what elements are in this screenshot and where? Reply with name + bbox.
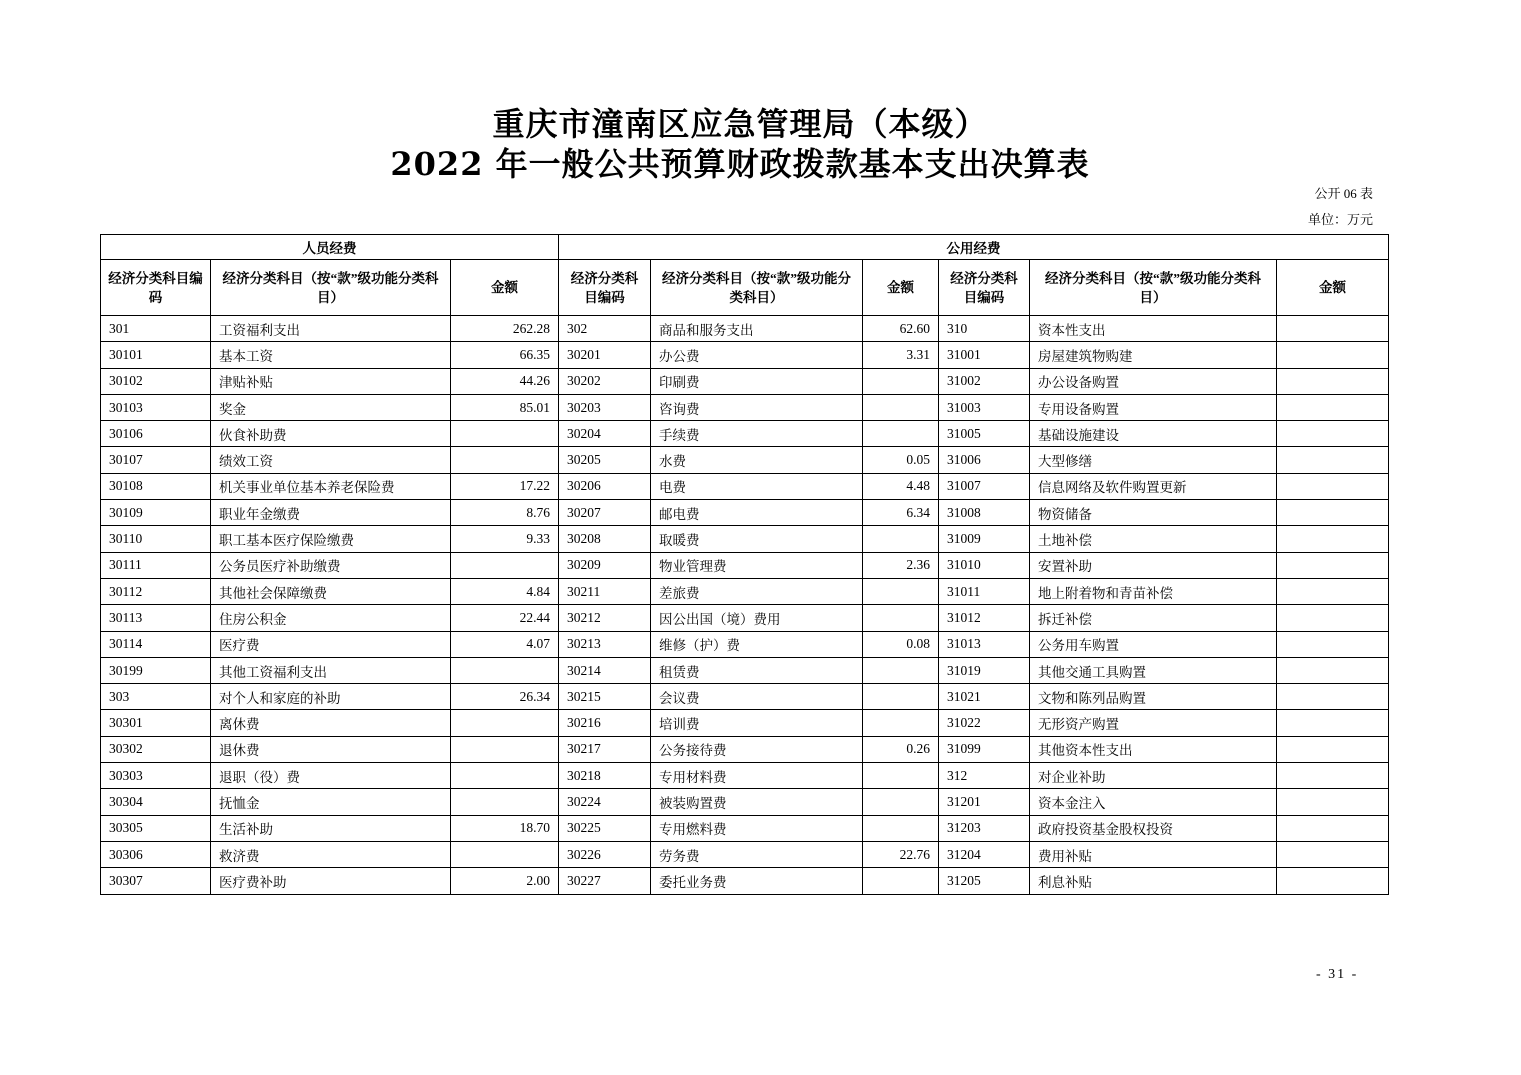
table-row (101, 868, 1389, 894)
unit-label: 单位：万元 (1307, 212, 1373, 227)
cell-code-capital: 31099 (939, 736, 1030, 762)
table-row (101, 552, 1389, 578)
cell-name-goods: 取暖费 (651, 526, 863, 552)
cell-name-personnel: 基本工资 (211, 342, 451, 368)
cell-name-personnel: 机关事业单位基本养老保险费 (211, 473, 451, 499)
cell-code-capital: 31201 (939, 789, 1030, 815)
table-row (101, 447, 1389, 473)
cell-name-capital: 政府投资基金股权投资 (1030, 815, 1277, 841)
cell-amount-goods: 0.05 (863, 447, 939, 473)
header-name-goods: 经济分类科目（按“款”级功能分类科目） (651, 260, 863, 316)
cell-code-goods: 30203 (559, 394, 651, 420)
table-row (101, 736, 1389, 762)
cell-name-personnel: 医疗费 (211, 631, 451, 657)
table-row (101, 631, 1389, 657)
table-row (101, 421, 1389, 447)
table-row (101, 684, 1389, 710)
cell-amount-capital (1277, 368, 1389, 394)
cell-name-personnel: 职业年金缴费 (211, 500, 451, 526)
cell-name-goods: 专用材料费 (651, 763, 863, 789)
cell-code-goods: 30225 (559, 815, 651, 841)
cell-amount-goods (863, 815, 939, 841)
group-header-row (101, 235, 1389, 260)
cell-code-goods: 30205 (559, 447, 651, 473)
cell-amount-goods: 6.34 (863, 500, 939, 526)
column-header-row (101, 260, 1389, 316)
cell-amount-goods: 4.48 (863, 473, 939, 499)
cell-code-goods: 30218 (559, 763, 651, 789)
cell-amount-personnel: 66.35 (451, 342, 559, 368)
cell-amount-capital (1277, 789, 1389, 815)
cell-code-capital: 31022 (939, 710, 1030, 736)
table-row (101, 473, 1389, 499)
cell-amount-capital (1277, 631, 1389, 657)
cell-amount-capital (1277, 473, 1389, 499)
table-body (101, 316, 1389, 895)
header-name-personnel: 经济分类科目（按“款”级功能分类科目） (211, 260, 451, 316)
cell-code-capital: 31003 (939, 394, 1030, 420)
cell-amount-personnel (451, 421, 559, 447)
cell-amount-goods (863, 763, 939, 789)
cell-amount-goods: 2.36 (863, 552, 939, 578)
group-personnel-header: 人员经费 (101, 235, 559, 260)
cell-name-capital: 房屋建筑物购建 (1030, 342, 1277, 368)
cell-code-capital: 31002 (939, 368, 1030, 394)
cell-amount-capital (1277, 605, 1389, 631)
cell-code-goods: 30213 (559, 631, 651, 657)
cell-code-personnel: 303 (101, 684, 211, 710)
cell-amount-capital (1277, 316, 1389, 342)
cell-code-capital: 31005 (939, 421, 1030, 447)
table-row (101, 710, 1389, 736)
cell-name-capital: 资本金注入 (1030, 789, 1277, 815)
cell-name-personnel: 伙食补助费 (211, 421, 451, 447)
cell-name-personnel: 生活补助 (211, 815, 451, 841)
table-row (101, 316, 1389, 342)
cell-name-capital: 拆迁补偿 (1030, 605, 1277, 631)
cell-code-capital: 31204 (939, 841, 1030, 867)
cell-name-goods: 会议费 (651, 684, 863, 710)
cell-name-capital: 办公设备购置 (1030, 368, 1277, 394)
table-row (101, 342, 1389, 368)
cell-amount-goods: 62.60 (863, 316, 939, 342)
cell-code-personnel: 30307 (101, 868, 211, 894)
cell-name-personnel: 离休费 (211, 710, 451, 736)
cell-code-goods: 30209 (559, 552, 651, 578)
cell-name-goods: 差旅费 (651, 578, 863, 604)
cell-code-personnel: 30114 (101, 631, 211, 657)
cell-name-personnel: 退职（役）费 (211, 763, 451, 789)
cell-code-personnel: 30107 (101, 447, 211, 473)
cell-code-personnel: 30101 (101, 342, 211, 368)
cell-code-capital: 31019 (939, 657, 1030, 683)
cell-code-goods: 30206 (559, 473, 651, 499)
cell-code-goods: 30204 (559, 421, 651, 447)
cell-code-goods: 30215 (559, 684, 651, 710)
cell-name-goods: 委托业务费 (651, 868, 863, 894)
header-amount-goods: 金额 (863, 260, 939, 316)
cell-code-goods: 30216 (559, 710, 651, 736)
cell-code-personnel: 30106 (101, 421, 211, 447)
cell-amount-goods (863, 368, 939, 394)
table-row (101, 841, 1389, 867)
cell-name-capital: 费用补贴 (1030, 841, 1277, 867)
cell-amount-capital (1277, 447, 1389, 473)
cell-name-goods: 租赁费 (651, 657, 863, 683)
cell-name-capital: 公务用车购置 (1030, 631, 1277, 657)
cell-amount-personnel (451, 657, 559, 683)
header-code-capital: 经济分类科目编码 (939, 260, 1030, 316)
cell-name-capital: 资本性支出 (1030, 316, 1277, 342)
cell-name-goods: 因公出国（境）费用 (651, 605, 863, 631)
cell-amount-personnel: 9.33 (451, 526, 559, 552)
cell-amount-personnel (451, 447, 559, 473)
cell-name-capital: 大型修缮 (1030, 447, 1277, 473)
header-amount-capital: 金额 (1277, 260, 1389, 316)
cell-name-goods: 维修（护）费 (651, 631, 863, 657)
table-row (101, 394, 1389, 420)
table-code: 公开 06 表 (1314, 186, 1373, 201)
cell-name-personnel: 公务员医疗补助缴费 (211, 552, 451, 578)
cell-code-personnel: 30306 (101, 841, 211, 867)
cell-name-personnel: 抚恤金 (211, 789, 451, 815)
cell-name-capital: 地上附着物和青苗补偿 (1030, 578, 1277, 604)
cell-name-personnel: 职工基本医疗保险缴费 (211, 526, 451, 552)
cell-name-capital: 利息补贴 (1030, 868, 1277, 894)
cell-code-goods: 30207 (559, 500, 651, 526)
cell-amount-capital (1277, 394, 1389, 420)
cell-name-goods: 劳务费 (651, 841, 863, 867)
table-row (101, 578, 1389, 604)
cell-amount-personnel: 22.44 (451, 605, 559, 631)
cell-code-capital: 31007 (939, 473, 1030, 499)
cell-amount-goods: 22.76 (863, 841, 939, 867)
cell-amount-goods (863, 657, 939, 683)
cell-amount-capital (1277, 841, 1389, 867)
cell-amount-personnel: 18.70 (451, 815, 559, 841)
cell-amount-personnel (451, 763, 559, 789)
title-line-2: 2022 年一般公共预算财政拨款基本支出决算表 (390, 145, 1090, 183)
cell-name-capital: 其他资本性支出 (1030, 736, 1277, 762)
cell-code-capital: 31008 (939, 500, 1030, 526)
cell-amount-goods (863, 789, 939, 815)
cell-amount-capital (1277, 526, 1389, 552)
cell-amount-capital (1277, 552, 1389, 578)
cell-name-capital: 土地补偿 (1030, 526, 1277, 552)
cell-code-personnel: 30301 (101, 710, 211, 736)
cell-code-goods: 302 (559, 316, 651, 342)
cell-name-goods: 水费 (651, 447, 863, 473)
cell-amount-goods: 0.08 (863, 631, 939, 657)
cell-code-capital: 31006 (939, 447, 1030, 473)
cell-amount-goods (863, 421, 939, 447)
cell-code-capital: 31021 (939, 684, 1030, 710)
cell-name-personnel: 住房公积金 (211, 605, 451, 631)
cell-amount-goods: 3.31 (863, 342, 939, 368)
cell-code-capital: 310 (939, 316, 1030, 342)
cell-amount-capital (1277, 736, 1389, 762)
cell-name-goods: 咨询费 (651, 394, 863, 420)
cell-name-goods: 印刷费 (651, 368, 863, 394)
cell-code-personnel: 30111 (101, 552, 211, 578)
cell-name-personnel: 工资福利支出 (211, 316, 451, 342)
cell-code-capital: 31011 (939, 578, 1030, 604)
cell-name-capital: 物资储备 (1030, 500, 1277, 526)
cell-code-goods: 30201 (559, 342, 651, 368)
cell-code-personnel: 30102 (101, 368, 211, 394)
cell-amount-goods (863, 605, 939, 631)
cell-code-capital: 312 (939, 763, 1030, 789)
cell-name-goods: 办公费 (651, 342, 863, 368)
cell-name-personnel: 救济费 (211, 841, 451, 867)
cell-amount-personnel: 8.76 (451, 500, 559, 526)
cell-code-capital: 31205 (939, 868, 1030, 894)
cell-code-goods: 30214 (559, 657, 651, 683)
header-amount-personnel: 金额 (451, 260, 559, 316)
title-line-1: 重庆市潼南区应急管理局（本级） (492, 105, 988, 143)
header-name-capital: 经济分类科目（按“款”级功能分类科目） (1030, 260, 1277, 316)
cell-name-goods: 电费 (651, 473, 863, 499)
cell-code-goods: 30202 (559, 368, 651, 394)
cell-amount-personnel: 4.84 (451, 578, 559, 604)
cell-amount-personnel: 26.34 (451, 684, 559, 710)
cell-name-personnel: 奖金 (211, 394, 451, 420)
cell-amount-goods (863, 394, 939, 420)
cell-amount-personnel: 44.26 (451, 368, 559, 394)
cell-code-capital: 31001 (939, 342, 1030, 368)
cell-amount-capital (1277, 868, 1389, 894)
cell-amount-personnel: 17.22 (451, 473, 559, 499)
cell-code-personnel: 30108 (101, 473, 211, 499)
cell-amount-capital (1277, 710, 1389, 736)
cell-amount-goods (863, 710, 939, 736)
cell-amount-personnel: 2.00 (451, 868, 559, 894)
cell-amount-capital (1277, 500, 1389, 526)
page-number: - 31 - (1316, 967, 1359, 982)
cell-name-capital: 对企业补助 (1030, 763, 1277, 789)
table-row (101, 789, 1389, 815)
cell-code-goods: 30224 (559, 789, 651, 815)
table-row (101, 526, 1389, 552)
cell-name-personnel: 其他工资福利支出 (211, 657, 451, 683)
cell-amount-capital (1277, 763, 1389, 789)
cell-code-personnel: 30110 (101, 526, 211, 552)
cell-code-capital: 31009 (939, 526, 1030, 552)
cell-amount-goods (863, 526, 939, 552)
cell-amount-personnel (451, 710, 559, 736)
cell-amount-personnel (451, 841, 559, 867)
cell-name-goods: 公务接待费 (651, 736, 863, 762)
cell-name-goods: 手续费 (651, 421, 863, 447)
cell-name-goods: 物业管理费 (651, 552, 863, 578)
cell-name-capital: 其他交通工具购置 (1030, 657, 1277, 683)
cell-amount-capital (1277, 684, 1389, 710)
cell-amount-goods: 0.26 (863, 736, 939, 762)
cell-code-personnel: 30113 (101, 605, 211, 631)
cell-code-goods: 30212 (559, 605, 651, 631)
cell-amount-capital (1277, 421, 1389, 447)
table-row (101, 657, 1389, 683)
cell-amount-goods (863, 684, 939, 710)
cell-amount-capital (1277, 815, 1389, 841)
header-code-goods: 经济分类科目编码 (559, 260, 651, 316)
cell-code-personnel: 30304 (101, 789, 211, 815)
cell-code-goods: 30211 (559, 578, 651, 604)
cell-name-goods: 被装购置费 (651, 789, 863, 815)
cell-code-goods: 30227 (559, 868, 651, 894)
table-row (101, 368, 1389, 394)
cell-code-personnel: 30109 (101, 500, 211, 526)
cell-name-capital: 基础设施建设 (1030, 421, 1277, 447)
table-row (101, 815, 1389, 841)
cell-name-personnel: 津贴补贴 (211, 368, 451, 394)
cell-code-capital: 31012 (939, 605, 1030, 631)
cell-amount-personnel (451, 789, 559, 815)
cell-name-capital: 文物和陈列品购置 (1030, 684, 1277, 710)
table-row (101, 605, 1389, 631)
cell-amount-personnel (451, 552, 559, 578)
cell-amount-capital (1277, 578, 1389, 604)
cell-name-personnel: 对个人和家庭的补助 (211, 684, 451, 710)
cell-code-goods: 30217 (559, 736, 651, 762)
cell-name-capital: 专用设备购置 (1030, 394, 1277, 420)
cell-amount-personnel (451, 736, 559, 762)
cell-name-capital: 无形资产购置 (1030, 710, 1277, 736)
cell-code-personnel: 30112 (101, 578, 211, 604)
expenditure-table (100, 234, 1389, 895)
cell-amount-personnel: 85.01 (451, 394, 559, 420)
cell-amount-goods (863, 578, 939, 604)
cell-code-goods: 30226 (559, 841, 651, 867)
cell-name-goods: 邮电费 (651, 500, 863, 526)
cell-name-goods: 培训费 (651, 710, 863, 736)
cell-amount-personnel: 262.28 (451, 316, 559, 342)
cell-code-personnel: 30199 (101, 657, 211, 683)
cell-code-goods: 30208 (559, 526, 651, 552)
cell-name-personnel: 退休费 (211, 736, 451, 762)
cell-name-personnel: 医疗费补助 (211, 868, 451, 894)
cell-code-personnel: 30103 (101, 394, 211, 420)
cell-name-personnel: 绩效工资 (211, 447, 451, 473)
cell-code-personnel: 30305 (101, 815, 211, 841)
cell-name-capital: 信息网络及软件购置更新 (1030, 473, 1277, 499)
cell-code-capital: 31203 (939, 815, 1030, 841)
cell-name-goods: 专用燃料费 (651, 815, 863, 841)
cell-amount-goods (863, 868, 939, 894)
cell-name-capital: 安置补助 (1030, 552, 1277, 578)
cell-code-personnel: 30302 (101, 736, 211, 762)
header-code-personnel: 经济分类科目编码 (101, 260, 211, 316)
cell-code-capital: 31010 (939, 552, 1030, 578)
cell-name-goods: 商品和服务支出 (651, 316, 863, 342)
cell-code-capital: 31013 (939, 631, 1030, 657)
cell-amount-personnel: 4.07 (451, 631, 559, 657)
table-row (101, 763, 1389, 789)
cell-code-personnel: 301 (101, 316, 211, 342)
table-row (101, 500, 1389, 526)
cell-name-personnel: 其他社会保障缴费 (211, 578, 451, 604)
cell-amount-capital (1277, 342, 1389, 368)
cell-amount-capital (1277, 657, 1389, 683)
group-public-header: 公用经费 (559, 235, 1389, 260)
cell-code-personnel: 30303 (101, 763, 211, 789)
